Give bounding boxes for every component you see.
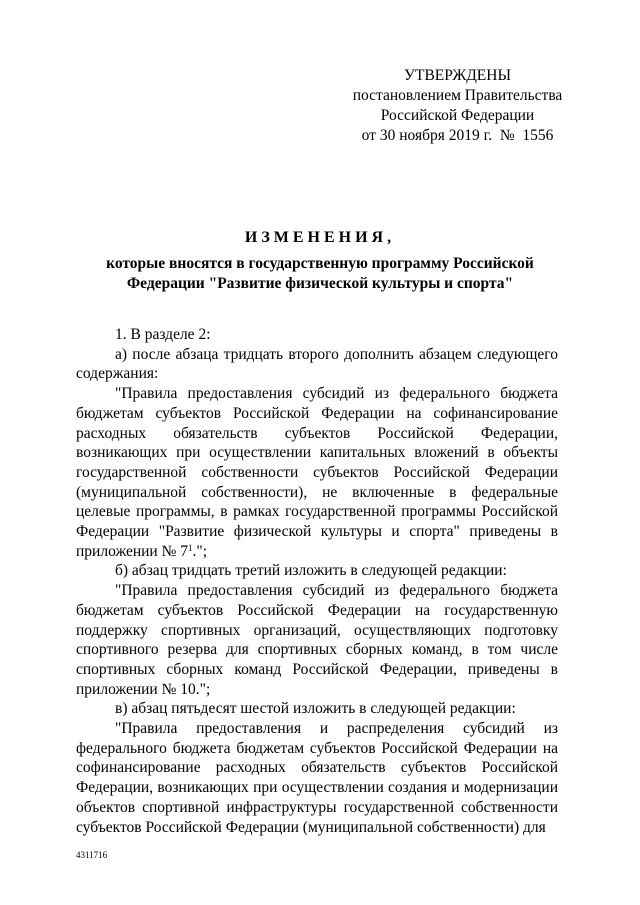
paragraph-section-2: 1. В разделе 2: — [115, 326, 211, 343]
subtitle-line-1: которые вносятся в государственную программу Российской — [106, 255, 534, 272]
approval-decree: постановлением Правительства — [352, 87, 563, 104]
paragraph-quote-2: "Правила предоставления субсидий из федерального бюджета бюджетам субъектов Российской Федерации на государственную поддержку спортивных организаций, осуществляющих подготовку спортивного резерва для спортивных сборных команд, в том числе спортивных сборных команд Российской Федерации, приведены в приложении № 10."; — [76, 582, 558, 698]
approval-date-number: от 30 ноября 2019 г. № 1556 — [361, 127, 554, 144]
approval-authority: Российской Федерации — [380, 107, 535, 124]
quote-1-ending: ."; — [192, 542, 208, 560]
document-subtitle — [70, 254, 570, 294]
quote-1-text: "Правила предоставления субсидий из федерального бюджета бюджетам субъектов Российской Федерации на софинансирование расходных обязательств субъектов Российской Федерации, возникающих при осуществлении капитальных вложений в объекты государственной собственности субъектов Российской Федерации (муниципальной собственности), не включенные в федеральные целевые программы, в рамках государственной программы Российской Федерации "Развитие физической культуры и спорта" приведены в приложении № 7 — [76, 385, 558, 560]
document-title: ИЗМЕНЕНИЯ, — [244, 229, 396, 246]
document-body — [76, 325, 558, 837]
paragraph-item-c: в) абзац пятьдесят шестой изложить в следующей редакции: — [115, 700, 516, 718]
document-number: 4311716 — [76, 850, 108, 860]
paragraph-item-a: а) после абзаца тридцать второго дополнить абзацем следующего содержания: — [76, 345, 558, 383]
footnote-superscript: 1 — [188, 542, 193, 553]
approval-block — [350, 66, 565, 146]
paragraph-item-b: б) абзац тридцать третий изложить в следующей редакции: — [115, 562, 507, 580]
paragraph-quote-3: "Правила предоставления и распределения субсидий из федерального бюджета бюджетам субъектов Российской Федерации на софинансирование расходных обязательств субъектов Российской Федерации, возникающих при осуществлении создания и модернизации объектов спортивной инфраструктуры государственной собственности субъектов Российской Федерации (муниципальной собственности) для — [76, 720, 558, 836]
approval-status: УТВЕРЖДЕНЫ — [404, 67, 511, 84]
paragraph-quote-1 — [76, 384, 558, 561]
subtitle-line-2: Федерации "Развитие физической культуры и спорта" — [126, 275, 514, 292]
